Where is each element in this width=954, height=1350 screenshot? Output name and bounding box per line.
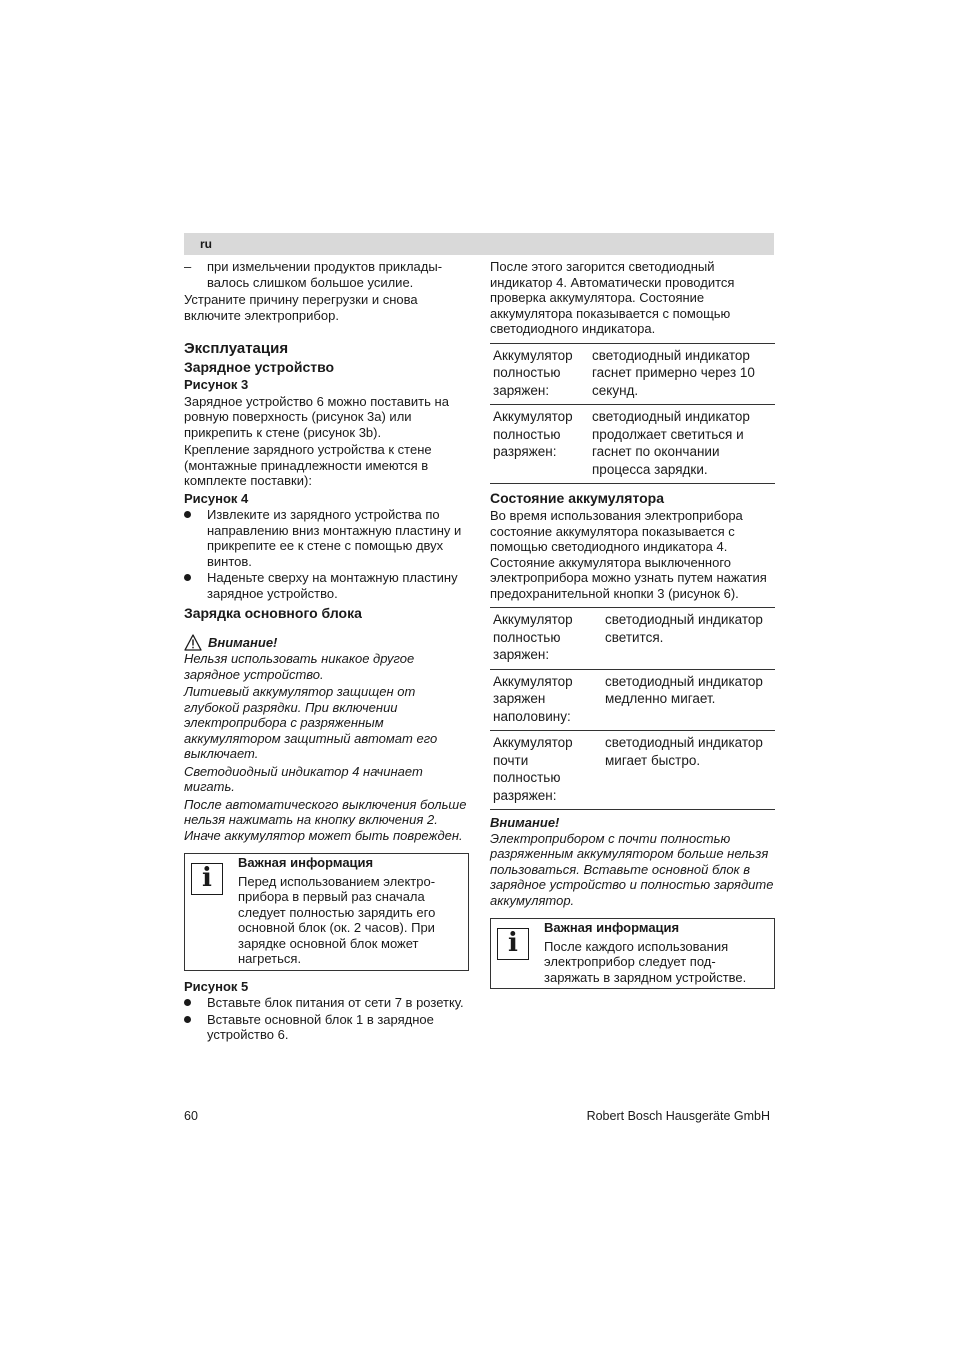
battery-state-text: Во время использования электроприбора состояние аккумулятора показывается с помощью светодиодного индикатора 4. Состояние аккумулятора выключенного электроприбора можно узнать путем нажатия предохранительной кнопки 3 (рисунок 6). (490, 508, 767, 601)
info-icon: i (497, 928, 529, 960)
list-item: Вставьте блок питания от сети 7 в розетку. (184, 995, 470, 1011)
warning-paragraph: После автоматического выключения больше нельзя нажимать на кнопку включения 2. Иначе аккумулятор может быть поврежден. (184, 796, 467, 843)
right-column (490, 259, 775, 989)
info-box (184, 853, 469, 971)
dash-mark: – (184, 259, 192, 274)
left-column (184, 259, 470, 1045)
table-cell: светодиодный индикатор мигает быстро. (602, 731, 775, 810)
battery-state-table (490, 607, 775, 810)
figure-4-list (184, 507, 470, 601)
list-item: Извлеките из зарядного устройства по направлению вниз монтажную пластину и прикрепите ее к стене с помощью двух винтов. (184, 507, 470, 569)
wall-mount-text: Крепление зарядного устройства к стене (монтажные принадлежности имеются в комплекте поставки): (184, 442, 432, 488)
warning-paragraph: Светодиодный индикатор 4 начинает мигать. (184, 763, 423, 794)
list-item: Наденьте сверху на монтажную пластину зарядное устройство. (184, 570, 470, 601)
figure-3-text: Зарядное устройство 6 можно поставить на ровную поверхность (рисунок 3a) или прикрепить к стене (рисунок 3b). (184, 393, 449, 440)
warning-paragraph: Литиевый аккумулятор защищен от глубокой разрядки. При включении электроприбора с разряженным аккумулятором защитный автомат его выключает. (184, 684, 438, 761)
table-cell: Аккумулятор заряжен наполовину: (490, 669, 602, 731)
bullet-icon (184, 1012, 207, 1043)
figure-5-list (184, 995, 470, 1043)
table-cell: Аккумулятор почти полностью разряжен: (490, 731, 602, 810)
warning-paragraph: Нельзя использовать никакое другое зарядное устройство. (184, 651, 415, 682)
language-code: ru (200, 237, 212, 251)
figure-5-label: Рисунок 5 (184, 978, 249, 994)
bullet-icon (184, 570, 207, 601)
warning-heading (184, 634, 470, 651)
info-icon: i (191, 863, 223, 895)
table-row (490, 405, 775, 484)
table-row (490, 669, 775, 731)
page-number: 60 (184, 1109, 198, 1123)
table-cell: светодиодный индикатор медленно мигает. (602, 669, 775, 731)
info-title: Важная информация (238, 855, 374, 870)
figure-4-label: Рисунок 4 (184, 490, 249, 506)
language-bar (184, 233, 774, 255)
info-title: Важная информация (544, 920, 680, 935)
battery-state-title: Состояние аккумулятора (490, 490, 665, 506)
overload-text: Устраните причину перегрузки и снова включите электроприбор. (184, 292, 418, 323)
table-cell: светодиодный индикатор продолжает светиться и гаснет по окончании процесса зарядки. (589, 405, 775, 484)
company-name: Robert Bosch Hausgeräte GmbH (586, 1109, 770, 1123)
charging-title: Зарядка основного блока (184, 605, 362, 621)
bullet-icon (184, 995, 207, 1011)
table-cell: Аккумулятор полностью разряжен: (490, 405, 589, 484)
table-cell: Аккумулятор полностью заряжен: (490, 608, 602, 670)
list-item (184, 259, 470, 290)
dash-item-text: при измельчении продуктов приклады-валось слишком большое усилие. (207, 259, 443, 290)
warning-title: Внимание! (208, 634, 278, 650)
list-item: Вставьте основной блок 1 в зарядное устройство 6. (184, 1012, 470, 1043)
attention-title: Внимание! (490, 815, 560, 830)
info-box (490, 918, 775, 989)
table-cell: светодиодный индикатор гаснет примерно через 10 секунд. (589, 343, 775, 405)
bullet-icon (184, 507, 207, 569)
info-text: Перед использованием электро-прибора в первый раз сначала следует полностью зарядить его основной блок (ок. 2 часов). При зарядке основной блок может нагреться. (238, 873, 436, 966)
warning-triangle-icon (184, 634, 202, 651)
section-title: Эксплуатация (184, 340, 289, 357)
info-text: После каждого использования электроприбор следует под-заряжать в зарядном устройстве. (544, 938, 747, 985)
charger-title: Зарядное устройство (184, 359, 335, 375)
charging-state-table (490, 343, 775, 485)
table-cell: светодиодный индикатор светится. (602, 608, 775, 670)
table-row (490, 608, 775, 670)
table-row (490, 343, 775, 405)
attention-text: Электроприбором с почти полностью разряженным аккумулятором больше нельзя пользоваться. Вставьте основной блок в зарядное устройство и полностью зарядите аккумулятор. (490, 830, 774, 908)
table-row (490, 731, 775, 810)
table-cell: Аккумулятор полностью заряжен: (490, 343, 589, 405)
intro-text: После этого загорится светодиодный индикатор 4. Автоматически проводится проверка аккумулятора. Состояние аккумулятора показывается с помощью светодиодного индикатора. (490, 259, 735, 336)
figure-3-label: Рисунок 3 (184, 377, 249, 392)
